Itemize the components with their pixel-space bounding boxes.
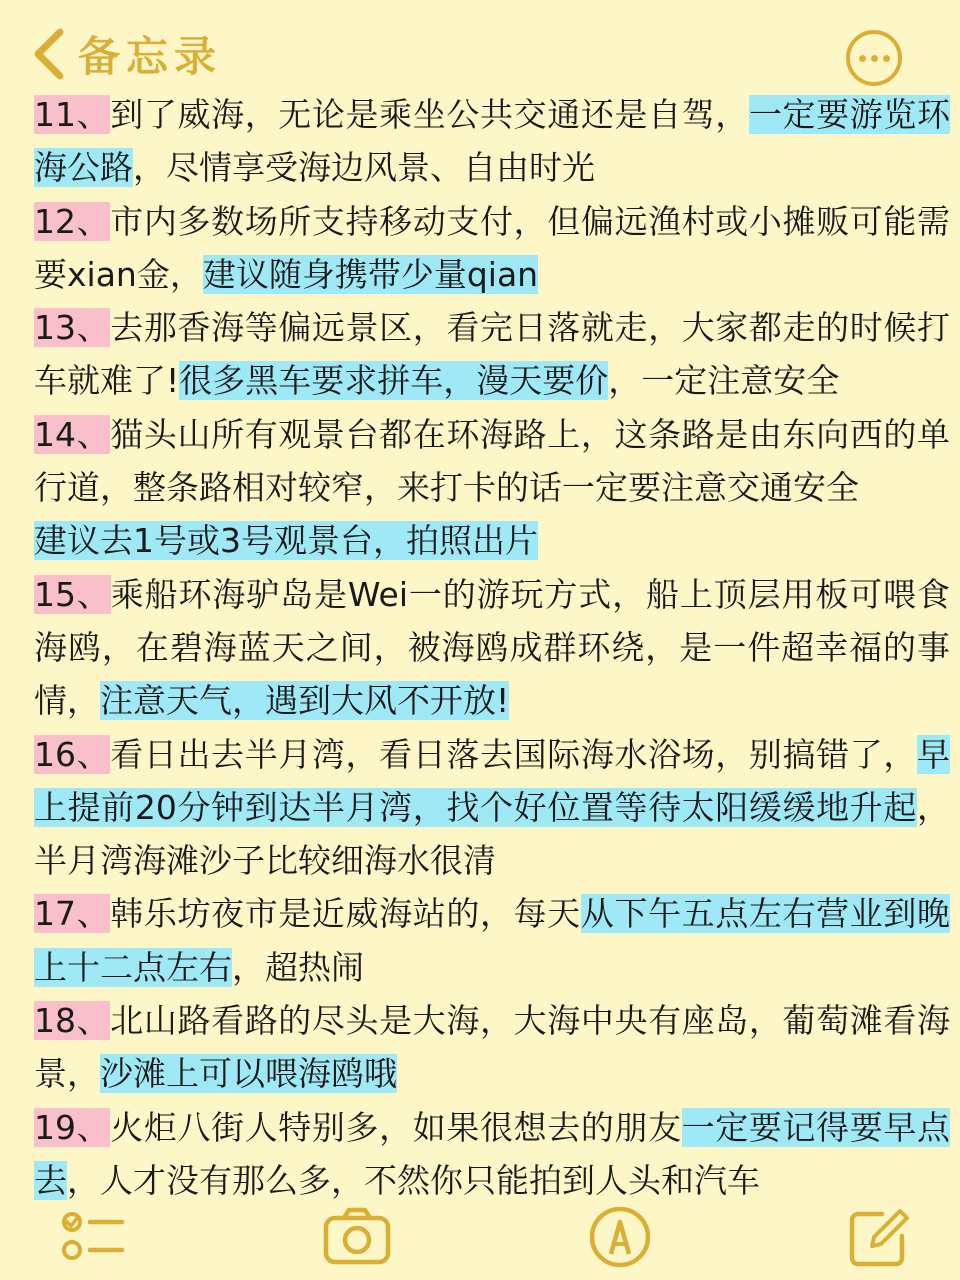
pen-markup-icon bbox=[585, 1204, 655, 1270]
highlighted-text: 沙滩上可以喂海鸥哦 bbox=[100, 1054, 397, 1094]
tip-text: 市内多数场所支持移动支付，但偏远渔村或小摊贩可能需要xian金， bbox=[34, 201, 951, 294]
highlighted-text: 早上提前20分钟到达半月湾，找个好位置等待太阳缓缓地升起 bbox=[34, 734, 951, 827]
ellipsis-circle-icon bbox=[859, 55, 866, 62]
ellipsis-dot bbox=[871, 55, 878, 62]
tip-text: 去那香海等偏远景区，看完日落就走，大家都走的时候打车就难了! bbox=[34, 308, 951, 401]
bottom-toolbar bbox=[0, 1196, 960, 1280]
tip-number: 14、 bbox=[34, 414, 111, 454]
highlighted-text: 建议去1号或3号观景台，拍照出片 bbox=[34, 521, 538, 561]
tip-text: ，半月湾海滩沙子比较细海水很清 bbox=[34, 787, 950, 881]
tip-number: 17、 bbox=[34, 894, 111, 934]
tip-number: 11、 bbox=[34, 95, 111, 134]
highlighted-text: 建议随身携带少量qian bbox=[202, 254, 539, 294]
compose-icon bbox=[846, 1204, 916, 1270]
tip-paragraph bbox=[34, 408, 950, 568]
tip-text: 猫头山所有观景台都在环海路上，这条路是由东向西的单行道，整条路相对较窄，来打卡的话一定要注意交通安全 bbox=[34, 414, 951, 508]
highlighted-text: 一定要记得要早点去 bbox=[34, 1107, 951, 1200]
tip-paragraph bbox=[34, 887, 950, 994]
tip-text: ，一定注意安全 bbox=[608, 361, 840, 401]
tip-number: 12、 bbox=[34, 201, 111, 241]
tip-number: 18、 bbox=[34, 1001, 111, 1041]
ellipsis-dot bbox=[883, 55, 890, 62]
camera-icon bbox=[322, 1204, 392, 1270]
tip-text: 北山路看路的尽头是大海，大海中央有座岛，葡萄滩看海景， bbox=[34, 1001, 951, 1094]
tip-number: 16、 bbox=[34, 734, 111, 774]
tip-text: ，尽情享受海边风景、自由时光 bbox=[133, 148, 595, 188]
compose-button[interactable] bbox=[846, 1204, 916, 1270]
tip-text: 乘船环海驴岛是Wei一的游玩方式，船上顶层用板可喂食海鸥，在碧海蓝天之间，被海鸥成群环绕，是一件超幸福的事情， bbox=[34, 574, 950, 721]
nav-bar bbox=[0, 0, 960, 92]
tip-text: ，人才没有那么多，不然你只能拍到人头和汽车 bbox=[67, 1160, 760, 1200]
highlighted-text: 很多黑车要求拼车，漫天要价 bbox=[179, 361, 609, 401]
tip-text: 看日出去半月湾，看日落去国际海水浴场，别搞错了， bbox=[110, 734, 918, 774]
checklist-icon bbox=[58, 1204, 128, 1270]
tip-number: 13、 bbox=[34, 308, 111, 348]
highlighted-text: 从下午五点左右营业到晚上十二点左右 bbox=[34, 894, 951, 987]
more-options-button[interactable] bbox=[846, 30, 902, 86]
tip-text: 韩乐坊夜市是近威海站的，每天 bbox=[110, 894, 581, 934]
tip-text: 火炬八街人特别多，如果很想去的朋友 bbox=[110, 1107, 682, 1147]
note-body[interactable] bbox=[34, 88, 950, 1207]
camera-button[interactable] bbox=[322, 1204, 392, 1270]
tip-paragraph bbox=[34, 88, 950, 195]
tip-paragraph bbox=[34, 301, 950, 408]
checklist-button[interactable] bbox=[58, 1204, 128, 1270]
tip-paragraph bbox=[34, 728, 950, 888]
tip-text: ，超热闹 bbox=[232, 947, 364, 987]
highlighted-text: 注意天气，遇到大风不开放! bbox=[100, 681, 510, 721]
back-button[interactable] bbox=[28, 22, 222, 86]
tip-number: 19、 bbox=[34, 1107, 111, 1147]
tip-paragraph bbox=[34, 994, 950, 1101]
tip-paragraph bbox=[34, 195, 950, 302]
tip-paragraph bbox=[34, 1101, 950, 1208]
tip-text: 到了威海，无论是乘坐公共交通还是自驾， bbox=[110, 95, 749, 134]
tip-paragraph bbox=[34, 568, 950, 728]
markup-button[interactable] bbox=[585, 1204, 655, 1270]
chevron-left-icon bbox=[28, 26, 68, 82]
back-label: 备忘录 bbox=[78, 32, 223, 81]
tip-number: 15、 bbox=[34, 574, 111, 614]
highlighted-text: 一定要游览环海公路 bbox=[34, 95, 951, 188]
